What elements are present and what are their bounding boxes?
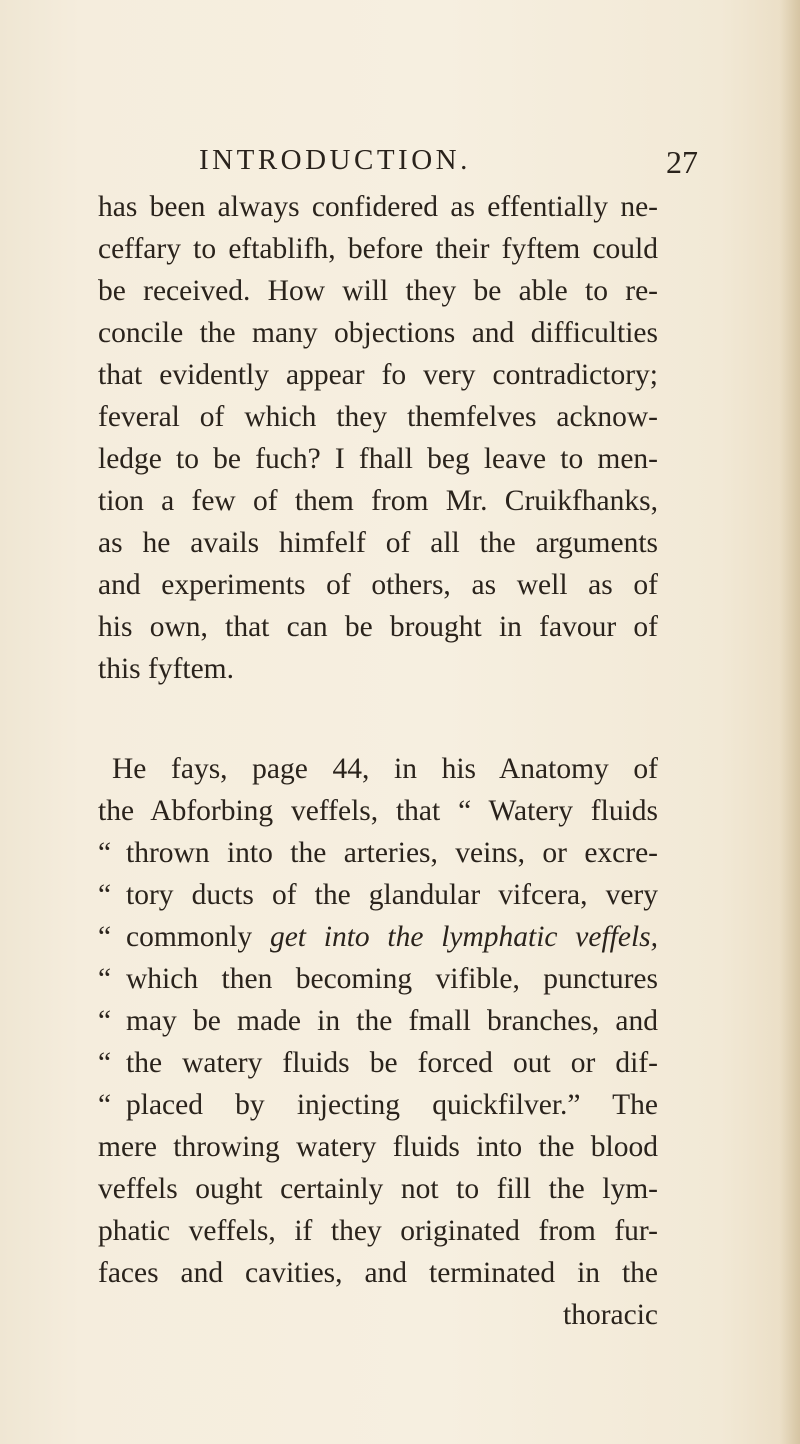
text-line: as he avails himfelf of all the arguments [98,527,658,559]
quote-mark: “ [98,879,110,911]
text-line: faces and cavities, and terminated in the [98,1257,658,1289]
text-line: tion a few of them from Mr. Cruikfhanks, [98,485,658,517]
quoted-text: thrown into the arteries, veins, or excre- [126,837,658,869]
quoted-line [98,1042,658,1084]
body-text [98,186,658,1336]
quoted-line [98,1084,658,1126]
catchword: thoracic [563,1299,658,1331]
quoted-line [98,916,658,958]
quoted-line [98,832,658,874]
text-line: and experiments of others, as well as of [98,569,658,601]
quote-mark: “ [98,921,110,953]
text-line: has been always confidered as effentially ne- [98,191,658,223]
quote-mark: “ [98,1005,110,1037]
text-line: that evidently appear fo very contradictory; [98,359,658,391]
text-line: ceffary to eftablifh, before their fyftem could [98,233,658,265]
page-number: 27 [666,144,698,180]
text-line: mere throwing watery fluids into the blood [98,1131,658,1163]
quote-mark: “ [98,1089,110,1121]
paragraph-1 [98,186,658,690]
quoted-text: commonly [126,921,253,953]
text-line: veffels ought certainly not to fill the lym- [98,1173,658,1205]
text-line: concile the many objections and difficulties [98,317,658,349]
page-header [0,140,800,190]
text-line: his own, that can be brought in favour of [98,611,658,643]
quoted-line [98,958,658,1000]
italic-phrase: get into the lymphatic veffels, [269,921,659,953]
text-line: He fays, page 44, in his Anatomy of [112,753,658,785]
paragraph-gap [98,690,658,748]
text-line: the Abforbing veffels, that “ Watery fluids [98,795,658,827]
quoted-text: may be made in the fmall branches, and [126,1005,658,1037]
quoted-text: which then becoming vifible, punctures [126,963,658,995]
paragraph-2 [98,748,658,1294]
text-line: feveral of which they themfelves acknow- [98,401,658,433]
text-line: ledge to be fuch? I fhall beg leave to men- [98,443,658,475]
quote-mark: “ [98,963,110,995]
quoted-text: placed by injecting quickfilver.” The [126,1089,658,1121]
quote-mark: “ [98,837,110,869]
quoted-line [98,1000,658,1042]
text-line: be received. How will they be able to re- [98,275,658,307]
quote-mark: “ [98,1047,110,1079]
text-line: phatic veffels, if they originated from fur- [98,1215,658,1247]
quoted-text: the watery fluids be forced out or dif- [126,1047,658,1079]
quoted-text: tory ducts of the glandular vifcera, very [126,879,658,911]
text-line: this fyftem. [98,653,235,685]
quoted-line [98,874,658,916]
running-head: INTRODUCTION. [199,144,471,176]
